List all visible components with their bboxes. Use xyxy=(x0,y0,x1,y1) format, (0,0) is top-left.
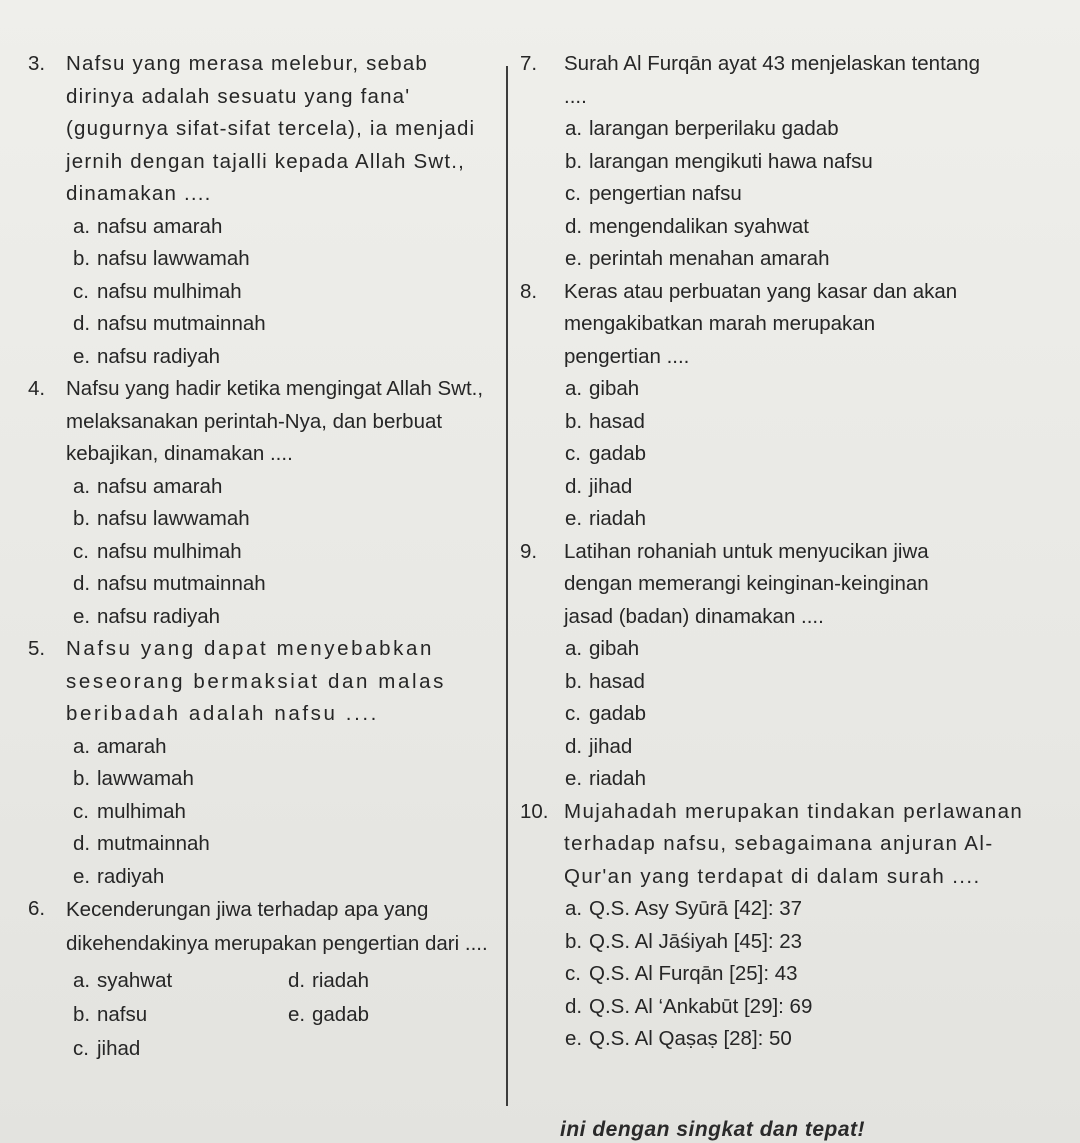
option-4b: b. nafsu lawwamah xyxy=(73,507,250,530)
question-stem: Latihan rohaniah untuk menyucikan jiwa dengan memerangi keinginan-keinginan jasad (badan) dinamakan .... xyxy=(564,539,929,628)
column-divider xyxy=(506,66,508,1106)
option-10b: b. Q.S. Al Jāśiyah [45]: 23 xyxy=(565,929,803,953)
question-stem: Kecenderungan jiwa terhadap apa yang dikehendakinya merupakan pengertian dari .... xyxy=(66,898,488,955)
question-number: 9. xyxy=(520,539,538,563)
option-5d: d. mutmainnah xyxy=(73,832,210,855)
option-4a: a. nafsu amarah xyxy=(73,474,223,498)
question-9 xyxy=(520,536,1065,634)
option-6c: c. jihad xyxy=(73,1037,141,1060)
option-8d: d. jihad xyxy=(565,474,633,498)
right-column xyxy=(520,48,1065,1056)
option-7e: e. perintah menahan amarah xyxy=(565,247,830,270)
option-6e: e. gadab xyxy=(288,1003,370,1026)
option-5b: b. lawwamah xyxy=(73,767,194,790)
question-4 xyxy=(28,373,498,471)
option-3c: c. nafsu mulhimah xyxy=(73,279,242,303)
option-5a: a. amarah xyxy=(73,734,167,758)
question-8 xyxy=(520,276,1065,374)
question-stem: Surah Al Furqān ayat 43 menjelaskan tentang .... xyxy=(564,52,980,108)
option-10d: d. Q.S. Al ‘Ankabūt [29]: 69 xyxy=(565,994,813,1018)
option-4e: e. nafsu radiyah xyxy=(73,604,221,628)
option-10a: a. Q.S. Asy Syūrā [42]: 37 xyxy=(565,897,803,920)
option-7c: c. pengertian nafsu xyxy=(565,182,742,205)
option-6a: a. syahwat xyxy=(73,969,173,992)
option-9d: d. jihad xyxy=(565,734,633,758)
option-9c: c. gadab xyxy=(565,702,647,725)
question-10 xyxy=(520,796,1065,894)
option-10c: c. Q.S. Al Furqān [25]: 43 xyxy=(565,962,798,985)
option-7b: b. larangan mengikuti hawa nafsu xyxy=(565,149,873,173)
question-number: 3. xyxy=(28,52,46,75)
question-number: 7. xyxy=(520,52,538,75)
option-7d: d. mengendalikan syahwat xyxy=(565,214,809,238)
option-4c: c. nafsu mulhimah xyxy=(73,539,242,563)
question-3 xyxy=(28,48,498,211)
left-column xyxy=(28,48,498,1091)
option-6b: b. nafsu xyxy=(73,1003,148,1026)
option-3b: b. nafsu lawwamah xyxy=(73,247,250,270)
option-5e: e. radiyah xyxy=(73,864,165,888)
option-9a: a. gibah xyxy=(565,637,640,660)
question-number: 4. xyxy=(28,377,46,400)
option-3e: e. nafsu radiyah xyxy=(73,344,221,368)
question-6 xyxy=(28,893,498,961)
question-7 xyxy=(520,48,1065,113)
question-stem: Nafsu yang merasa melebur, sebab dirinya adalah sesuatu yang fana' (gugurnya sifat-sifat tercela), ia menjadi jernih dengan tajalli kepada Allah Swt., dinamakan .... xyxy=(66,52,476,205)
option-8a: a. gibah xyxy=(565,377,640,400)
option-10e: e. Q.S. Al Qaṣaṣ [28]: 50 xyxy=(565,1027,792,1050)
options-6 xyxy=(28,961,498,1091)
question-stem: Mujahadah merupakan tindakan perlawanan terhadap nafsu, sebagaimana anjuran Al-Qur'an yang terdapat di dalam surah .... xyxy=(564,799,1024,888)
option-6d: d. riadah xyxy=(288,969,369,992)
option-3a: a. nafsu amarah xyxy=(73,214,223,238)
question-5 xyxy=(28,633,498,731)
option-4d: d. nafsu mutmainnah xyxy=(73,572,266,595)
question-stem: Nafsu yang hadir ketika mengingat Allah Swt., melaksanakan perintah-Nya, dan berbuat kebajikan, dinamakan .... xyxy=(66,377,484,465)
option-9b: b. hasad xyxy=(565,669,645,693)
question-number: 6. xyxy=(28,897,46,920)
question-stem: Keras atau perbuatan yang kasar dan akan mengakibatkan marah merupakan pengertian .... xyxy=(564,279,958,368)
option-8e: e. riadah xyxy=(565,507,646,530)
option-8b: b. hasad xyxy=(565,409,645,433)
question-number: 5. xyxy=(28,637,46,660)
question-number: 8. xyxy=(520,279,538,303)
question-stem: Nafsu yang dapat menyebabkan seseorang bermaksiat dan malas beribadah adalah nafsu .... xyxy=(66,637,446,725)
question-number: 10. xyxy=(520,799,549,823)
option-7a: a. larangan berperilaku gadab xyxy=(565,117,839,140)
option-5c: c. mulhimah xyxy=(73,799,186,823)
option-8c: c. gadab xyxy=(565,442,647,465)
footer-instruction: ini dengan singkat dan tepat! xyxy=(560,1118,866,1141)
option-9e: e. riadah xyxy=(565,767,646,790)
option-3d: d. nafsu mutmainnah xyxy=(73,312,266,335)
